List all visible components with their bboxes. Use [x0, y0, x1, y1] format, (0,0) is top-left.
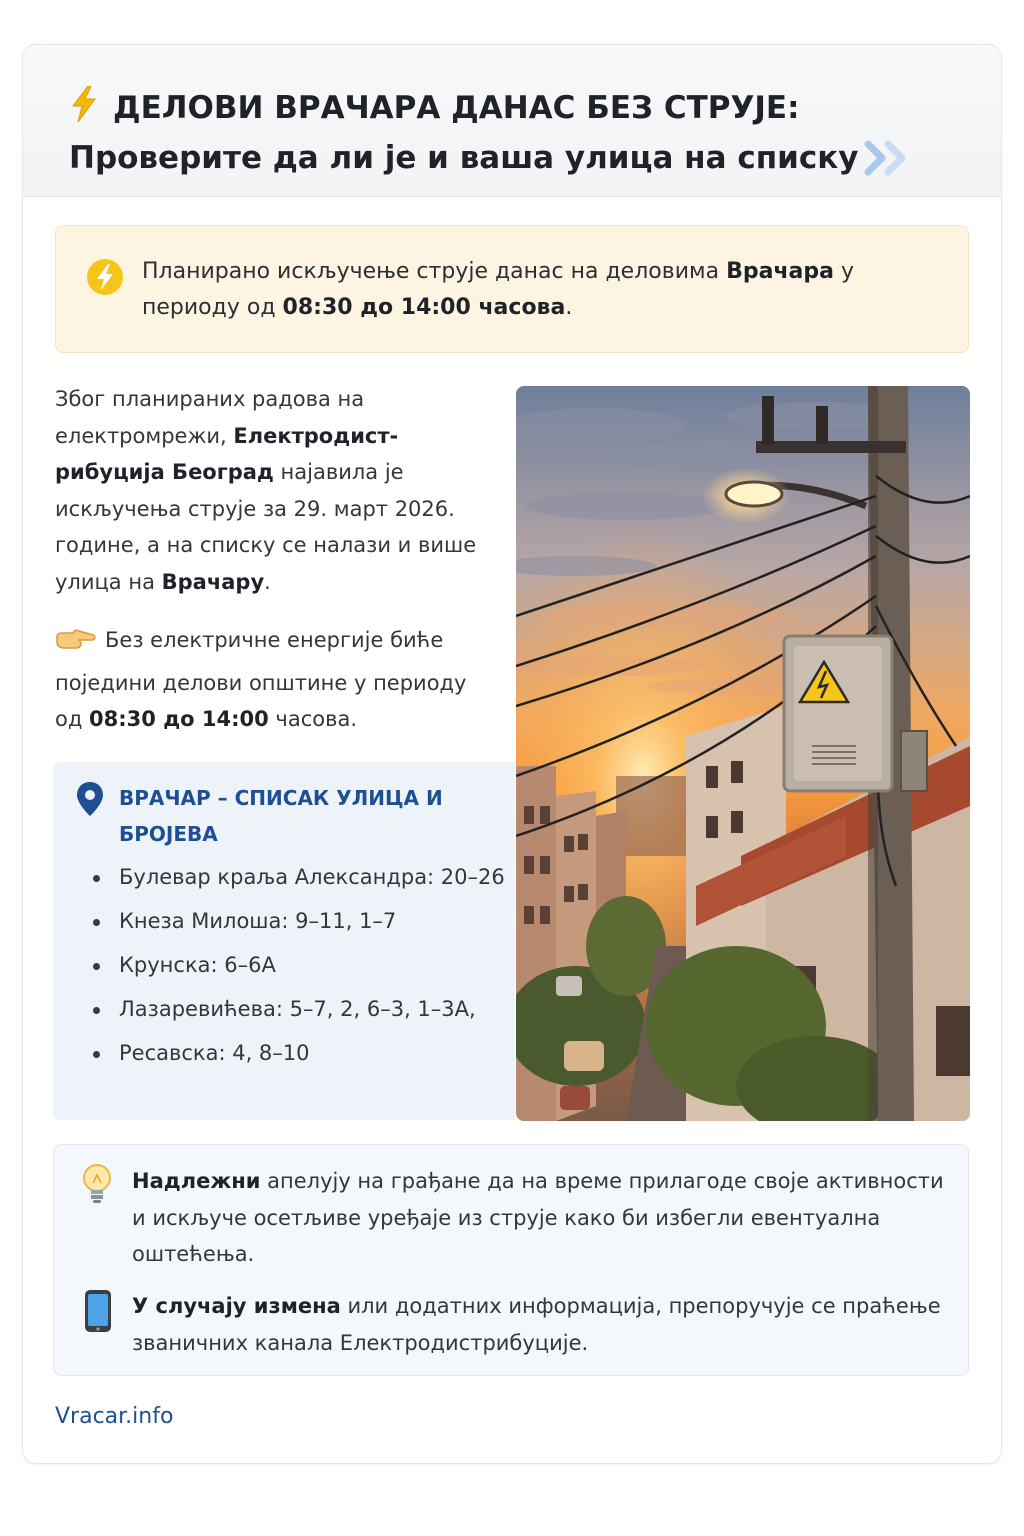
outage-paragraph: Без електричне енергије биће поједини делови општине у периоду од 08:30 до 14:00 часова. — [55, 628, 467, 731]
list-item: Крунска: 6–6А — [91, 950, 511, 980]
streets-title: ВРАЧАР – СПИСАК УЛИЦА И БРОЈЕВА — [119, 786, 443, 846]
double-chevron-icon — [862, 140, 922, 189]
street-photo — [516, 386, 970, 1121]
article-card — [22, 44, 1002, 1464]
lightning-icon — [69, 86, 99, 135]
page-title — [69, 85, 969, 189]
page-title-text: ДЕЛОВИ ВРАЧАРА ДАНАС БЕЗ СТРУЈЕ: Проверите да ли је и ваша улица на списку — [69, 90, 859, 176]
tip-updates: У случају измена или додатних информација, препоручује се праћење званичних канала Електродистрибуције. — [132, 1294, 941, 1355]
list-item: Булевар краља Александра: 20–26 — [91, 862, 511, 892]
lightbulb-icon — [80, 1163, 114, 1205]
streets-list — [91, 862, 511, 1082]
list-item: Кнеза Милоша: 9–11, 1–7 — [91, 906, 511, 936]
notice-text: Планирано искључење струје данас на деловима Врачара у периоду од 08:30 до 14:00 часова. — [142, 259, 854, 320]
intro-paragraph: Због планираних радова на електромрежи, Електродист-рибуција Београд најавила је искључења струје за 29. март 2026. године, а на списку се налази и више улица на Врачару. — [55, 387, 477, 594]
list-item: Ресавска: 4, 8–10 — [91, 1038, 511, 1068]
site-name[interactable]: Vracar.info — [55, 1404, 174, 1429]
streets-box — [53, 762, 515, 1120]
tips-box — [53, 1144, 969, 1376]
location-pin-icon — [77, 782, 103, 816]
pointing-hand-icon — [55, 627, 97, 665]
article-header — [23, 45, 1001, 197]
list-item: Лазаревићева: 5–7, 2, 6–3, 1–3А, — [91, 994, 511, 1024]
tip-authorities: Надлежни апелују на грађане да на време прилагоде своје активности и искључе осетљиве уређаје из струје како би избегли евентуална оштећења. — [132, 1169, 944, 1266]
lightning-circle-icon — [86, 258, 124, 296]
outage-notice — [55, 225, 969, 353]
mobile-phone-icon — [84, 1289, 112, 1333]
